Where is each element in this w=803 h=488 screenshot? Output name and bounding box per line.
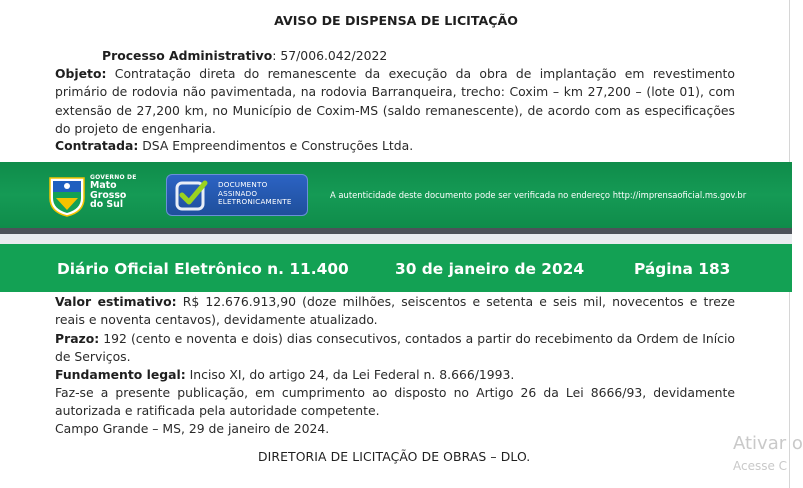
local-data-line: Campo Grande – MS, 29 de janeiro de 2024. bbox=[55, 421, 330, 436]
prazo-text: 192 (cento e noventa e dois) dias consecutivos, contados a partir do recebimento da Ordem de Início de Serviços. bbox=[55, 331, 735, 365]
state-name-line3: do Sul bbox=[90, 199, 124, 211]
seal-line2: ASSINADO bbox=[218, 188, 258, 198]
processo-value: : 57/006.042/2022 bbox=[272, 48, 388, 63]
diario-date: 30 de janeiro de 2024 bbox=[395, 260, 585, 278]
state-name-line2: Grosso bbox=[90, 189, 127, 201]
prazo-paragraph bbox=[55, 330, 735, 367]
page-header-band bbox=[0, 244, 792, 292]
authenticity-notice: A autenticidade deste documento pode ser verificada no endereço http://imprensaoficial.ms.gov.br bbox=[330, 190, 747, 200]
processo-label: Processo Administrativo bbox=[102, 48, 273, 63]
valor-text: R$ 12.676.913,90 (doze milhões, seiscentos e setenta e seis mil, novecentos e treze reais e noventa centavos), devidamente atualizado. bbox=[55, 294, 735, 328]
state-name-line1: Mato bbox=[90, 180, 117, 191]
fundamento-text: Inciso XI, do artigo 24, da Lei Federal n. 8.666/1993. bbox=[185, 367, 515, 382]
fundamento-label: Fundamento legal: bbox=[55, 367, 186, 382]
publicacao-paragraph: Faz-se a presente publicação, em cumprimento ao disposto no Artigo 26 da Lei 8666/93, devidamente autorizada e ratificada pela autoridade competente. bbox=[55, 385, 735, 419]
diretoria-signature: DIRETORIA DE LICITAÇÃO DE OBRAS – DLO. bbox=[258, 449, 531, 464]
prazo-label: Prazo: bbox=[55, 331, 100, 346]
valor-label: Valor estimativo: bbox=[55, 294, 177, 309]
seal-line3: ELETRONICAMENTE bbox=[218, 197, 292, 207]
page-break-gap bbox=[0, 234, 792, 244]
state-name bbox=[90, 181, 126, 210]
fundamento-paragraph bbox=[55, 366, 735, 384]
checkmark-badge-icon bbox=[171, 177, 211, 213]
processo-line bbox=[102, 47, 387, 65]
contratada-paragraph bbox=[55, 137, 735, 155]
windows-activation-watermark-title: Ativar o bbox=[733, 433, 803, 454]
objeto-text: Contratação direta do remanescente da execução da obra de implantação em revestimento primário de rodovia não pavimentada, na rodovia Barranqueira, trecho: Coxim – km 27,200 – (lote 01), com extensão de 27,200 km, no Município de Coxim-MS (saldo remanescente), de acordo com as especificações do projeto de engenharia. bbox=[55, 66, 735, 137]
diario-edition: Diário Oficial Eletrônico n. 11.400 bbox=[57, 260, 349, 278]
objeto-label: Objeto: bbox=[55, 66, 107, 81]
gov-line: GOVERNO DE bbox=[90, 174, 137, 181]
page-number: Página 183 bbox=[634, 260, 731, 278]
objeto-paragraph bbox=[55, 65, 735, 139]
seal-line1: DOCUMENTO bbox=[218, 180, 268, 189]
contratada-label: Contratada: bbox=[55, 138, 139, 153]
seal-text bbox=[218, 181, 292, 207]
windows-activation-watermark-subtitle: Acesse C bbox=[733, 459, 788, 473]
contratada-text: DSA Empreendimentos e Construções Ltda. bbox=[138, 138, 414, 153]
valor-paragraph bbox=[55, 293, 735, 330]
notice-title: AVISO DE DISPENSA DE LICITAÇÃO bbox=[274, 13, 518, 28]
